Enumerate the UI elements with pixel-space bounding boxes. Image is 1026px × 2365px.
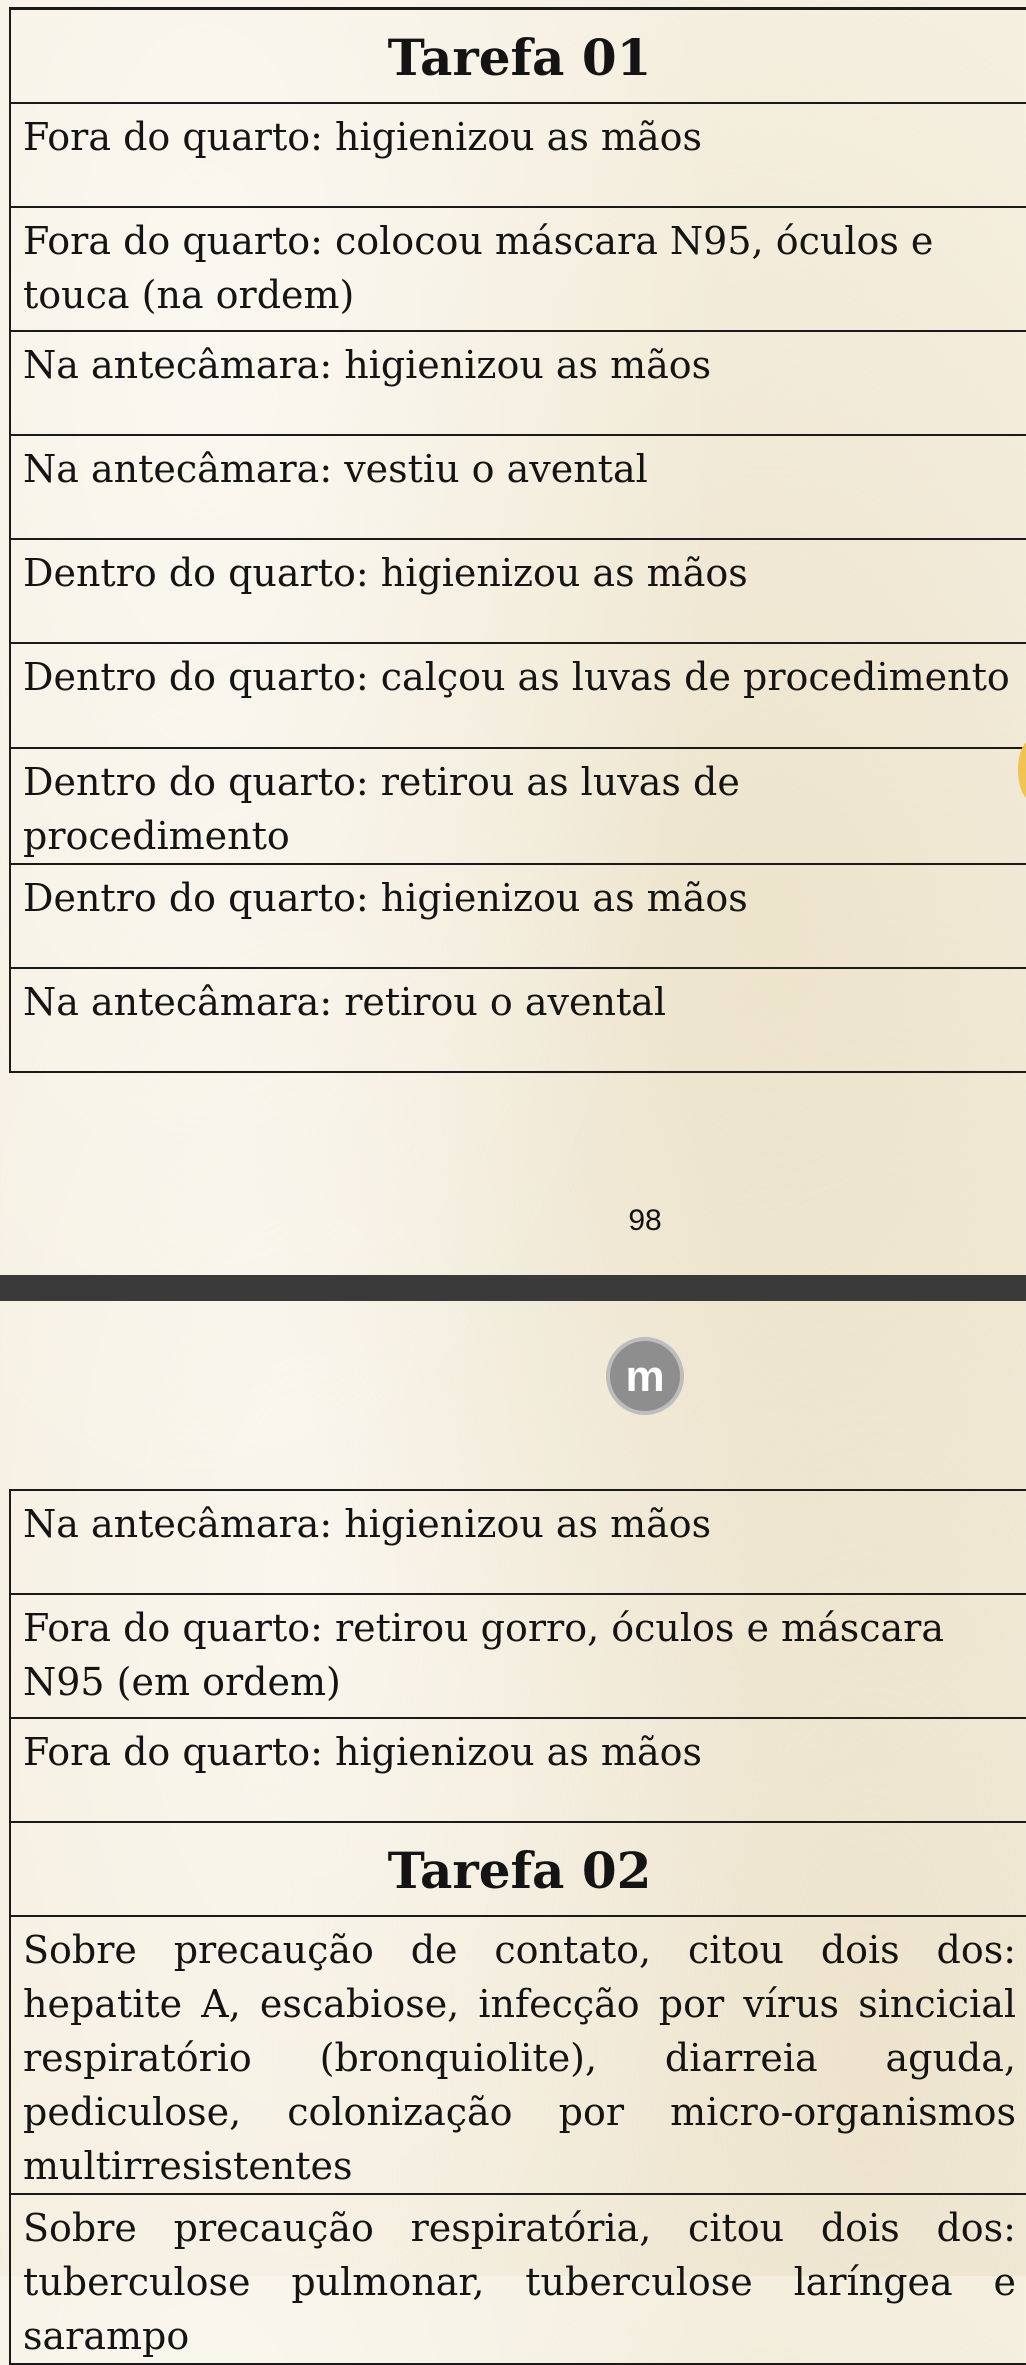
checklist-item: Sobre precaução de contato, citou dois dos: hepatite A, escabiose, infecção por vírus sincicial respiratório (bronquiolite), diarreia aguda, pediculose, colonização por micro-organismos multirresistentes [10, 1916, 1026, 2194]
checklist-row [10, 331, 1026, 435]
task-title-row [10, 9, 1026, 104]
page-number: 98 [628, 1204, 662, 1237]
checklist-row [10, 1916, 1026, 2194]
checklist-item: Na antecâmara: vestiu o avental [10, 435, 1026, 539]
checklist-item: Dentro do quarto: higienizou as mãos [10, 864, 1026, 968]
checklist-item: Fora do quarto: higienizou as mãos [10, 103, 1026, 207]
checklist-item: Dentro do quarto: calçou as luvas de procedimento [10, 643, 1026, 748]
checklist-item: Fora do quarto: colocou máscara N95, óculos e touca (na ordem) [10, 207, 1026, 331]
task-title: Tarefa 02 [10, 1822, 1026, 1916]
task-title: Tarefa 01 [10, 9, 1026, 104]
checklist-row [10, 207, 1026, 331]
logo-letter: m [625, 1352, 665, 1401]
checklist-item: Dentro do quarto: higienizou as mãos [10, 539, 1026, 643]
checklist-row [10, 103, 1026, 207]
logo-icon [610, 1341, 680, 1411]
checklist-table [9, 1489, 1026, 2365]
checklist-row [10, 435, 1026, 539]
checklist-row [10, 968, 1026, 1072]
checklist-row [10, 864, 1026, 968]
checklist-row [10, 539, 1026, 643]
checklist-row [10, 1594, 1026, 1718]
logo-glyph [610, 1341, 680, 1411]
checklist-item: Fora do quarto: higienizou as mãos [10, 1718, 1026, 1822]
checklist-table [9, 7, 1026, 1073]
checklist-row [10, 2194, 1026, 2364]
checklist-item: Fora do quarto: retirou gorro, óculos e máscara N95 (em ordem) [10, 1594, 1026, 1718]
checklist-row [10, 1718, 1026, 1822]
checklist-row [10, 643, 1026, 748]
checklist-row [10, 1490, 1026, 1594]
checklist-item: Sobre precaução respiratória, citou dois dos: tuberculose pulmonar, tuberculose laríngea e sarampo [10, 2194, 1026, 2364]
page-divider [0, 1275, 1026, 1301]
checklist-item: Dentro do quarto: retirou as luvas de procedimento [10, 748, 1026, 864]
checklist-item: Na antecâmara: higienizou as mãos [10, 1490, 1026, 1594]
task-title-row [10, 1822, 1026, 1916]
document-page-99 [0, 1301, 1026, 2358]
checklist-row [10, 748, 1026, 864]
checklist-item: Na antecâmara: higienizou as mãos [10, 331, 1026, 435]
checklist-item: Na antecâmara: retirou o avental [10, 968, 1026, 1072]
